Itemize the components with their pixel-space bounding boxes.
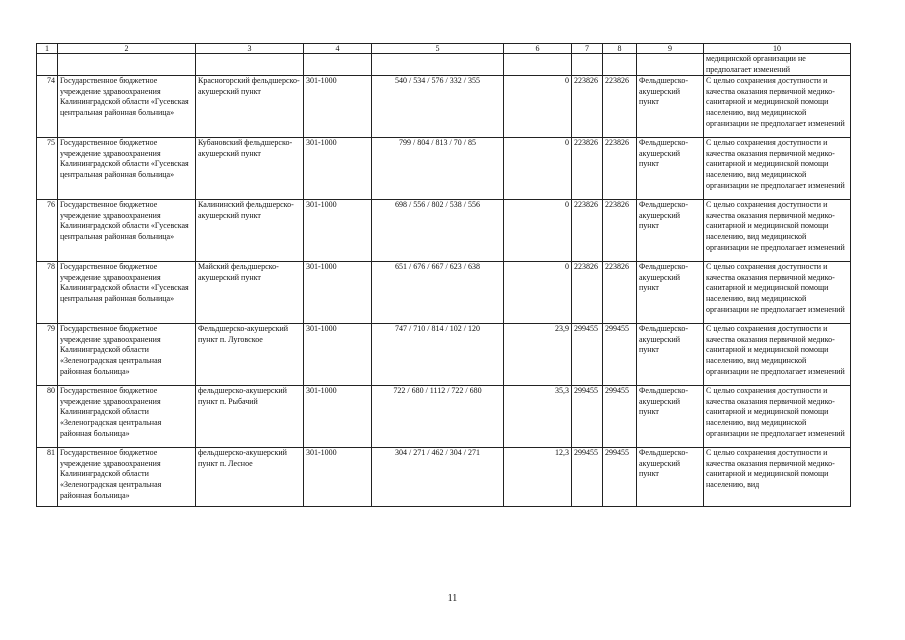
table-row <box>37 262 851 324</box>
header-cell: 3 <box>196 44 304 54</box>
population-figures-cell: 304 / 271 / 462 / 304 / 271 <box>372 448 504 507</box>
unit-name-cell: фельдшерско-акушерский пункт п. Рыбачий <box>196 386 304 448</box>
table-row <box>37 386 851 448</box>
note-cell: С целью сохранения доступности и качества оказания первичной медико-санитарной и медицинской помощи населению, вид <box>704 448 851 507</box>
distance-cell: 23,9 <box>504 324 572 386</box>
value-col7-cell: 223826 <box>572 138 603 200</box>
value-col7-cell: 223826 <box>572 262 603 324</box>
table-row <box>37 200 851 262</box>
unit-name-cell: Кубановский фельдшерско-акушерский пункт <box>196 138 304 200</box>
code-cell: 301-1000 <box>304 200 372 262</box>
value-col7-cell: 223826 <box>572 76 603 138</box>
population-figures-cell: 651 / 676 / 667 / 623 / 638 <box>372 262 504 324</box>
note-cell: С целью сохранения доступности и качества оказания первичной медико-санитарной и медицинской помощи населению, вид медицинской организации не предполагает изменений <box>704 386 851 448</box>
empty-cell <box>572 54 603 76</box>
value-col7-cell: 223826 <box>572 200 603 262</box>
organization-name-cell: Государственное бюджетное учреждение здравоохранения Калининградской области «Гусевская центральная районная больница» <box>58 138 196 200</box>
value-col8-cell: 223826 <box>603 76 637 138</box>
empty-cell <box>196 54 304 76</box>
header-cell: 6 <box>504 44 572 54</box>
unit-name-cell: Майский фельдшерско-акушерский пункт <box>196 262 304 324</box>
empty-cell <box>304 54 372 76</box>
unit-name-cell: Фельдшерско-акушерский пункт п. Луговское <box>196 324 304 386</box>
value-col8-cell: 223826 <box>603 200 637 262</box>
note-cell: С целью сохранения доступности и качества оказания первичной медико-санитарной и медицинской помощи населению, вид медицинской организации не предполагает изменений <box>704 76 851 138</box>
note-cell: С целью сохранения доступности и качества оказания первичной медико-санитарной и медицинской помощи населению, вид медицинской организации не предполагает изменений <box>704 138 851 200</box>
code-cell: 301-1000 <box>304 138 372 200</box>
value-col8-cell: 223826 <box>603 138 637 200</box>
distance-cell: 12,3 <box>504 448 572 507</box>
value-col8-cell: 223826 <box>603 262 637 324</box>
population-figures-cell: 722 / 680 / 1112 / 722 / 680 <box>372 386 504 448</box>
note-cell: С целью сохранения доступности и качества оказания первичной медико-санитарной и медицинской помощи населению, вид медицинской организации не предполагает изменений <box>704 200 851 262</box>
value-col7-cell: 299455 <box>572 448 603 507</box>
organization-name-cell: Государственное бюджетное учреждение здравоохранения Калининградской области «Гусевская центральная районная больница» <box>58 262 196 324</box>
facility-type-cell: Фельдшерско-акушерский пункт <box>637 324 704 386</box>
unit-name-cell: Калининский фельдшерско-акушерский пункт <box>196 200 304 262</box>
row-number-cell: 74 <box>37 76 58 138</box>
code-cell: 301-1000 <box>304 324 372 386</box>
header-cell: 7 <box>572 44 603 54</box>
distance-cell: 0 <box>504 200 572 262</box>
header-cell: 5 <box>372 44 504 54</box>
row-number-cell: 78 <box>37 262 58 324</box>
page-number: 11 <box>447 593 458 604</box>
empty-cell <box>504 54 572 76</box>
continuation-row <box>37 54 851 76</box>
code-cell: 301-1000 <box>304 386 372 448</box>
value-col8-cell: 299455 <box>603 324 637 386</box>
empty-cell <box>37 54 58 76</box>
facility-type-cell: Фельдшерско-акушерский пункт <box>637 386 704 448</box>
code-cell: 301-1000 <box>304 262 372 324</box>
population-figures-cell: 698 / 556 / 802 / 538 / 556 <box>372 200 504 262</box>
population-figures-cell: 747 / 710 / 814 / 102 / 120 <box>372 324 504 386</box>
organization-name-cell: Государственное бюджетное учреждение здравоохранения Калининградской области «Зеленоградская центральная районная больница» <box>58 448 196 507</box>
organization-name-cell: Государственное бюджетное учреждение здравоохранения Калининградской области «Зеленоградская центральная районная больница» <box>58 324 196 386</box>
facility-type-cell: Фельдшерско-акушерский пункт <box>637 448 704 507</box>
population-figures-cell: 799 / 804 / 813 / 70 / 85 <box>372 138 504 200</box>
facility-type-cell: Фельдшерско-акушерский пункт <box>637 262 704 324</box>
note-cell: С целью сохранения доступности и качества оказания первичной медико-санитарной и медицинской помощи населению, вид медицинской организации не предполагает изменений <box>704 262 851 324</box>
table-row <box>37 324 851 386</box>
facility-type-cell: Фельдшерско-акушерский пункт <box>637 76 704 138</box>
distance-cell: 0 <box>504 262 572 324</box>
value-col8-cell: 299455 <box>603 386 637 448</box>
row-number-cell: 75 <box>37 138 58 200</box>
organization-name-cell: Государственное бюджетное учреждение здравоохранения Калининградской области «Гусевская центральная районная больница» <box>58 200 196 262</box>
population-figures-cell: 540 / 534 / 576 / 332 / 355 <box>372 76 504 138</box>
table-row <box>37 76 851 138</box>
column-number-header-row <box>37 44 851 54</box>
row-number-cell: 81 <box>37 448 58 507</box>
note-cell: С целью сохранения доступности и качества оказания первичной медико-санитарной и медицинской помощи населению, вид медицинской организации не предполагает изменений <box>704 324 851 386</box>
code-cell: 301-1000 <box>304 76 372 138</box>
data-table <box>36 43 851 507</box>
unit-name-cell: фельдшерско-акушерский пункт п. Лесное <box>196 448 304 507</box>
header-cell: 9 <box>637 44 704 54</box>
organization-name-cell: Государственное бюджетное учреждение здравоохранения Калининградской области «Гусевская центральная районная больница» <box>58 76 196 138</box>
row-number-cell: 79 <box>37 324 58 386</box>
row-number-cell: 76 <box>37 200 58 262</box>
header-cell: 10 <box>704 44 851 54</box>
organization-name-cell: Государственное бюджетное учреждение здравоохранения Калининградской области «Зеленоградская центральная районная больница» <box>58 386 196 448</box>
distance-cell: 0 <box>504 76 572 138</box>
value-col7-cell: 299455 <box>572 324 603 386</box>
header-cell: 2 <box>58 44 196 54</box>
empty-cell <box>637 54 704 76</box>
empty-cell <box>372 54 504 76</box>
continuation-note: медицинской организации не предполагает изменений <box>704 54 851 76</box>
value-col8-cell: 299455 <box>603 448 637 507</box>
header-cell: 8 <box>603 44 637 54</box>
row-number-cell: 80 <box>37 386 58 448</box>
distance-cell: 35,3 <box>504 386 572 448</box>
table-row <box>37 448 851 507</box>
table-row <box>37 138 851 200</box>
empty-cell <box>603 54 637 76</box>
empty-cell <box>58 54 196 76</box>
unit-name-cell: Красногорский фельдшерско-акушерский пункт <box>196 76 304 138</box>
header-cell: 4 <box>304 44 372 54</box>
value-col7-cell: 299455 <box>572 386 603 448</box>
distance-cell: 0 <box>504 138 572 200</box>
facility-type-cell: Фельдшерско-акушерский пункт <box>637 138 704 200</box>
code-cell: 301-1000 <box>304 448 372 507</box>
header-cell: 1 <box>37 44 58 54</box>
facility-type-cell: Фельдшерско-акушерский пункт <box>637 200 704 262</box>
